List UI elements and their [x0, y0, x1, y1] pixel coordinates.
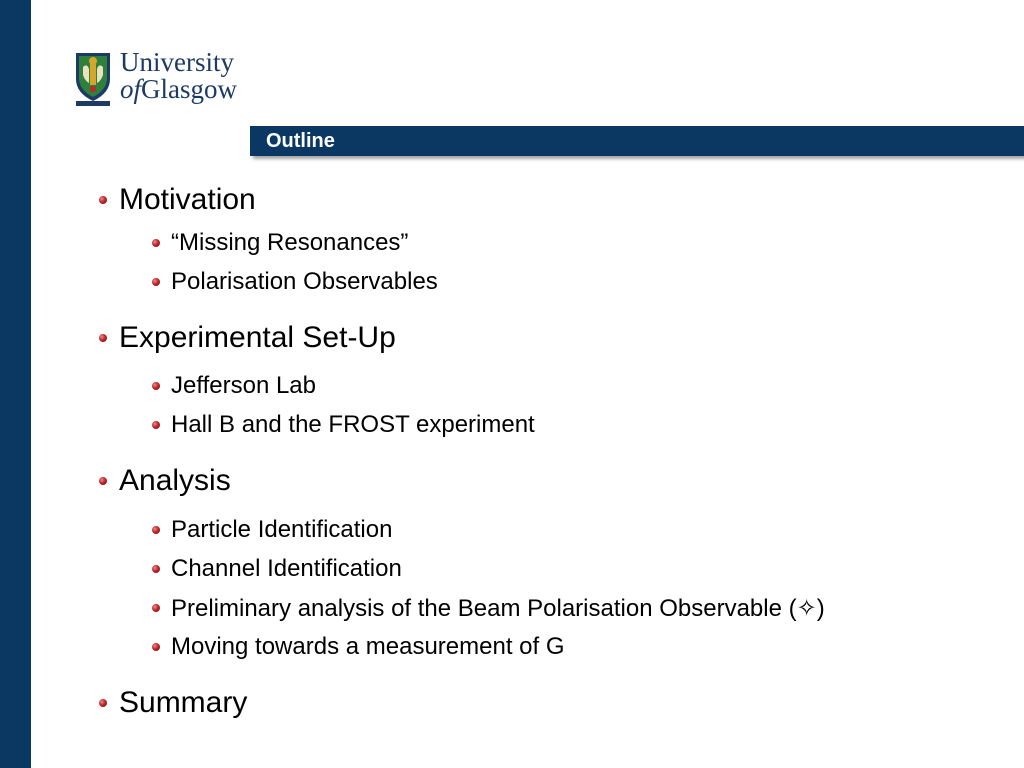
- bullet-icon: [99, 196, 107, 204]
- bullet-icon: [152, 565, 160, 573]
- list-item-label: Moving towards a measurement of G: [171, 633, 565, 660]
- list-item-label: Experimental Set-Up: [119, 321, 396, 354]
- list-item-label: Summary: [119, 686, 248, 719]
- crest-icon: [74, 49, 112, 107]
- list-item-label: Channel Identification: [171, 555, 402, 582]
- bullet-icon: [152, 526, 160, 534]
- logo-wordmark: [120, 49, 237, 103]
- list-item-moving-towards: [171, 633, 565, 661]
- list-item-preliminary-analysis: [171, 594, 825, 623]
- list-item-motivation: [119, 183, 256, 217]
- bullet-icon: [99, 334, 107, 342]
- bullet-icon: [99, 477, 107, 485]
- list-item-label: Polarisation Observables: [171, 268, 438, 295]
- bullet-icon: [152, 421, 160, 429]
- list-item-missing-resonances: [171, 229, 408, 257]
- university-logo: [74, 47, 254, 107]
- list-item-label: “Missing Resonances”: [171, 229, 409, 256]
- bullet-icon: [152, 278, 160, 286]
- bullet-icon: [152, 643, 160, 651]
- list-item-label: Jefferson Lab: [171, 372, 316, 399]
- list-item-jefferson-lab: [171, 372, 316, 400]
- list-item-label: Hall B and the FROST experiment: [171, 411, 535, 438]
- list-item-analysis: [119, 464, 231, 498]
- list-item-label: Motivation: [119, 183, 256, 216]
- list-item-hall-b: [171, 411, 535, 439]
- title-bar: [250, 126, 1024, 156]
- logo-of: of: [120, 74, 142, 104]
- logo-line-university: University: [120, 47, 234, 77]
- bullet-icon: [152, 239, 160, 247]
- list-item-polarisation-observables: [171, 268, 438, 296]
- bullet-icon: [99, 699, 107, 707]
- list-item-channel-identification: [171, 555, 402, 583]
- list-item-experimental-setup: [119, 321, 396, 355]
- list-item-label: Analysis: [119, 464, 231, 497]
- list-item-particle-identification: [171, 516, 392, 544]
- bullet-icon: [152, 382, 160, 390]
- list-item-label: Preliminary analysis of the Beam Polarisation Observable (✧): [171, 595, 825, 622]
- slide-title: Outline: [266, 130, 335, 152]
- list-item-summary: [119, 686, 247, 720]
- left-accent-bar: [0, 0, 31, 768]
- logo-line-glasgow: [120, 76, 237, 103]
- list-item-label: Particle Identification: [171, 516, 393, 543]
- bullet-icon: [152, 604, 160, 612]
- logo-glasgow: Glasgow: [141, 74, 238, 104]
